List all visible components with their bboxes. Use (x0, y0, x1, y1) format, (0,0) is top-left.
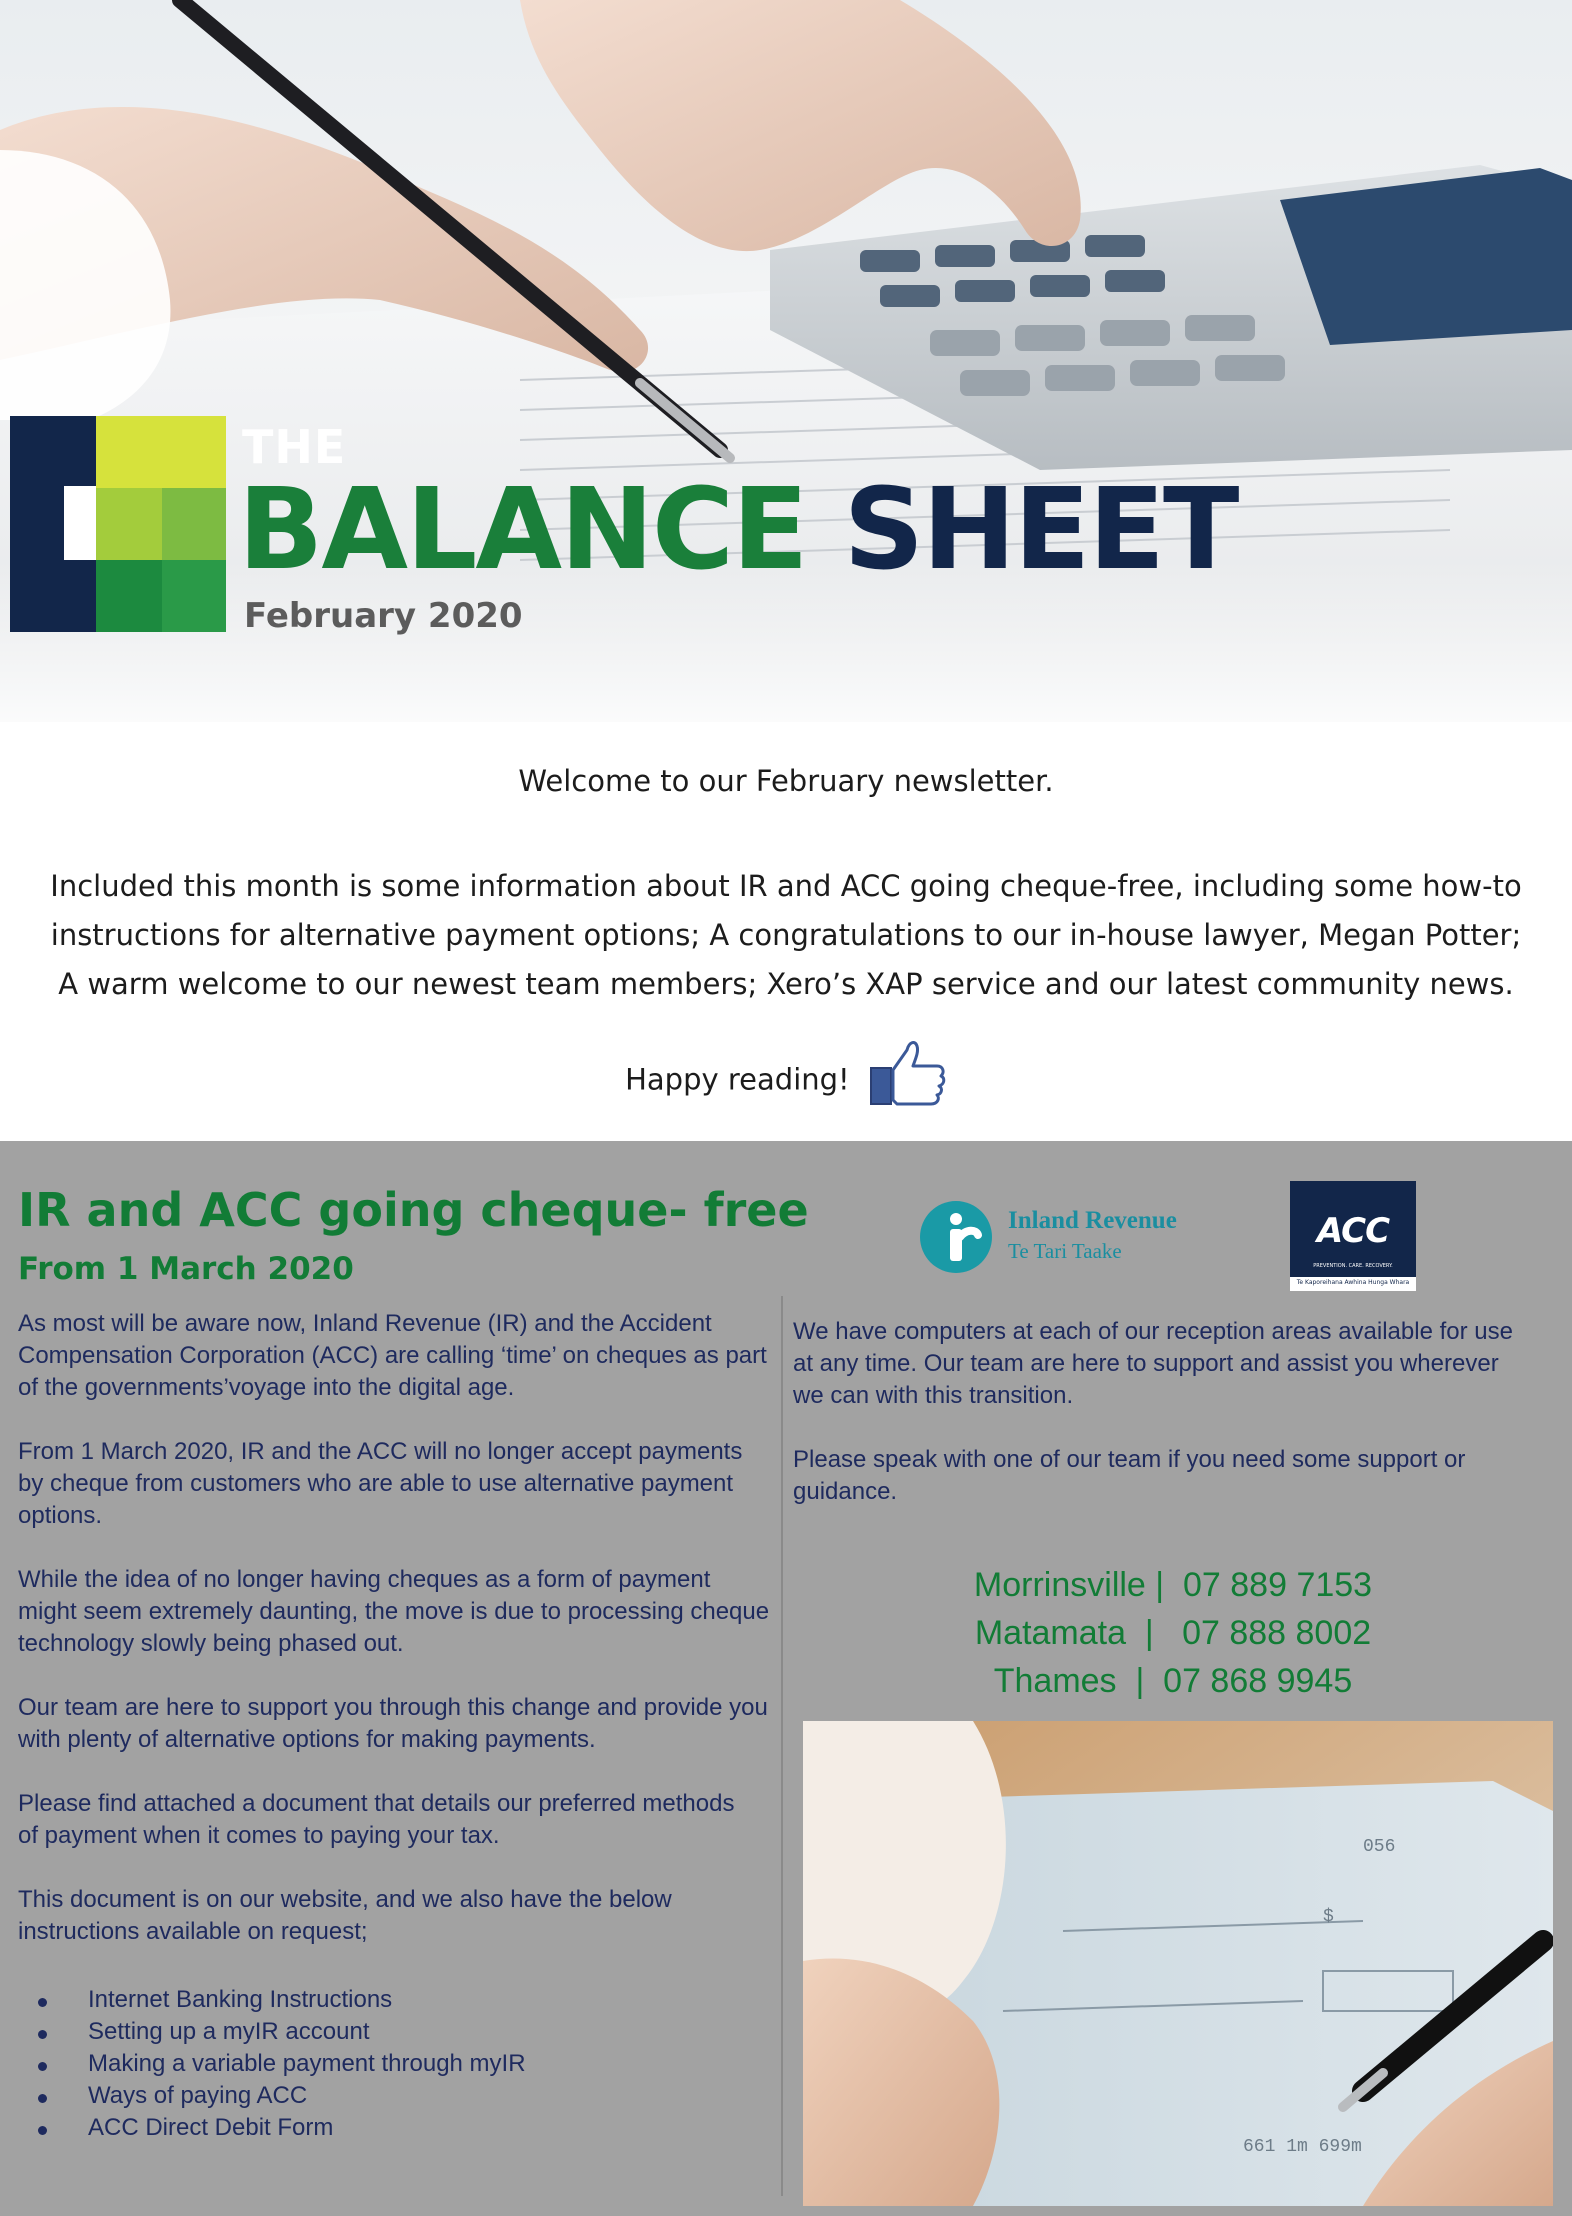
section-subtitle: From 1 March 2020 (18, 1251, 354, 1287)
masthead-title (238, 465, 1238, 595)
bullet-icon (38, 2062, 47, 2071)
balance-sheet-logo-mark (10, 416, 226, 632)
intro-line: A warm welcome to our newest team members; Xero’s XAP service and our latest community news. (58, 967, 1514, 1001)
list-item (18, 2016, 770, 2048)
bullet-icon (38, 2126, 47, 2135)
svg-text:$: $ (1323, 1907, 1334, 1927)
office-contacts (793, 1561, 1553, 1705)
section-title: IR and ACC going cheque- free (18, 1183, 809, 1237)
issue-date: February 2020 (244, 596, 523, 636)
list-item (18, 2080, 770, 2112)
hero-banner (0, 0, 1572, 722)
calculator-hands-photo (0, 0, 1572, 722)
masthead-sheet: SHEET (843, 465, 1238, 595)
intro-line: Included this month is some information about IR and ACC going cheque-free, including some how-to (50, 869, 1522, 903)
list-item-label: ACC Direct Debit Form (88, 2114, 334, 2141)
paragraph: From 1 March 2020, IR and the ACC will no longer accept payments by cheque from customers who are able to use alternative payment options. (18, 1438, 743, 1529)
acc-logo (1290, 1181, 1416, 1291)
ir-logo-name: Inland Revenue (1008, 1207, 1177, 1234)
masthead-balance: BALANCE (238, 465, 807, 595)
list-item-label: Internet Banking Instructions (88, 1986, 393, 2013)
svg-text:661 1m 699m: 661 1m 699m (1243, 2137, 1362, 2157)
contact-thames: Thames | 07 868 9945 (993, 1662, 1353, 1700)
happy-reading-text: Happy reading! (625, 1062, 850, 1097)
contact-morrinsville: Morrinsville | 07 889 7153 (973, 1566, 1373, 1604)
inland-revenue-logo (920, 1197, 1200, 1277)
intro-section (0, 722, 1572, 1141)
cheque-writing-photo (803, 1721, 1553, 2206)
list-item (18, 1984, 770, 2016)
left-column (18, 1308, 770, 2144)
list-item-label: Ways of paying ACC (88, 2082, 308, 2109)
paragraph: While the idea of no longer having cheques as a form of payment might seem extremely daunting, the move is due to processing cheque technology slowly being phased out. (18, 1566, 770, 1657)
masthead-the: THE (242, 420, 347, 474)
thumbs-up-icon (867, 1036, 947, 1115)
list-item-label: Setting up a myIR account (88, 2018, 370, 2045)
svg-text:056: 056 (1363, 1837, 1396, 1857)
bullet-icon (38, 2094, 47, 2103)
paragraph: Please speak with one of our team if you need some support or guidance. (793, 1446, 1466, 1505)
list-item (18, 2112, 770, 2144)
happy-reading (0, 1042, 1572, 1121)
paragraph: Our team are here to support you through this change and provide you with plenty of alternative options for making payments. (18, 1694, 768, 1753)
list-item-label: Making a variable payment through myIR (88, 2050, 526, 2077)
paragraph: Please find attached a document that details our preferred methods of payment when it comes to paying your tax. (18, 1790, 735, 1849)
ir-logo-maori: Te Tari Taake (1008, 1239, 1122, 1263)
bullet-icon (38, 1998, 47, 2007)
intro-body (20, 862, 1552, 1009)
bullet-icon (38, 2030, 47, 2039)
intro-line: instructions for alternative payment options; A congratulations to our in-house lawyer, Megan Potter; (50, 918, 1522, 952)
contact-matamata: Matamata | 07 888 8002 (974, 1614, 1372, 1652)
acc-logo-tagline: PREVENTION. CARE. RECOVERY. (1313, 1263, 1393, 1269)
column-divider (781, 1296, 783, 2196)
cheque-free-section (0, 1141, 1572, 2216)
instructions-list (18, 1984, 770, 2144)
paragraph: As most will be aware now, Inland Revenue (IR) and the Accident Compensation Corporation (ACC) are calling ‘time’ on cheques as part of the governments’voyage into the digital age. (18, 1310, 767, 1401)
paragraph: This document is on our website, and we also have the below instructions available on request; (18, 1886, 672, 1945)
right-column (793, 1316, 1513, 1540)
paragraph: We have computers at each of our reception areas available for use at any time. Our team are here to support and assist you wherever we can with this transition. (793, 1318, 1513, 1409)
list-item (18, 2048, 770, 2080)
welcome-text: Welcome to our February newsletter. (518, 764, 1054, 798)
acc-logo-mark: ACC (1316, 1211, 1390, 1251)
acc-logo-maori: Te Kaporeihana Awhina Hunga Whara (1296, 1279, 1410, 1286)
